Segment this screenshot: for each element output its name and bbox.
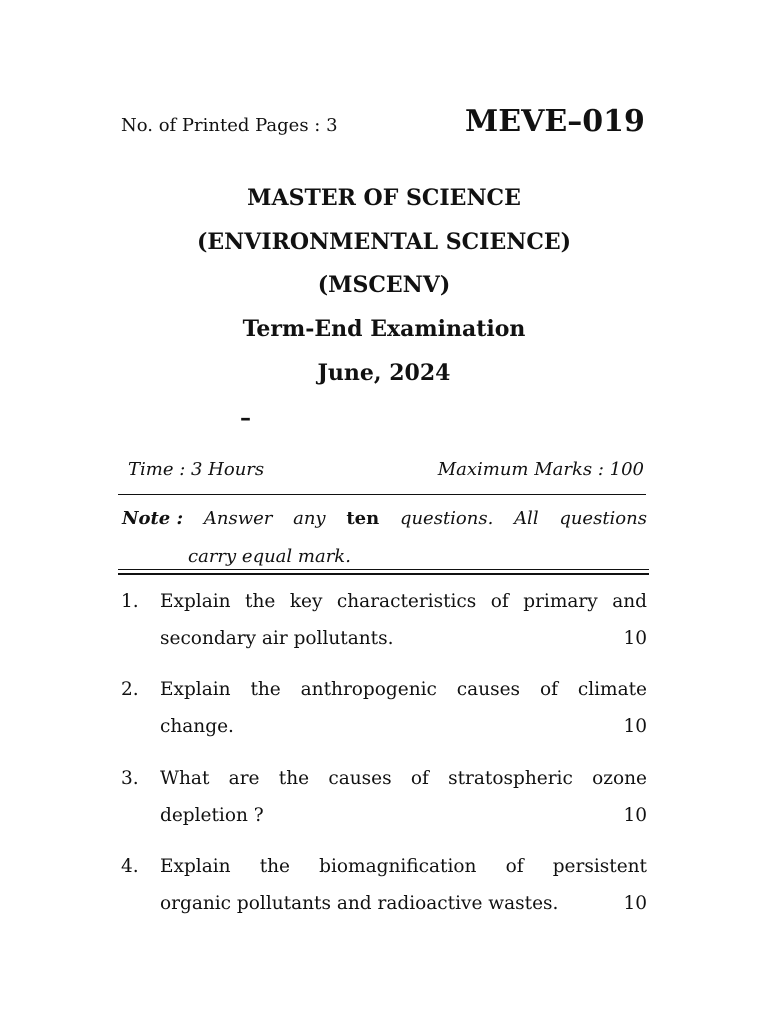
- question-word: causes: [456, 679, 521, 700]
- question-item: [121, 671, 647, 745]
- question-line-1: [160, 583, 647, 620]
- question-line-1: [160, 760, 647, 797]
- question-marks: 10: [623, 805, 647, 826]
- question-word: primary: [523, 591, 598, 612]
- question-number: 1.: [121, 591, 139, 612]
- question-text: [160, 671, 647, 745]
- exam-duration: Time : 3 Hours: [128, 459, 265, 480]
- degree-title: MASTER OF SCIENCE: [247, 185, 521, 211]
- question-word: climate: [577, 679, 647, 700]
- question-item: [121, 760, 647, 834]
- question-number: 4.: [121, 856, 139, 877]
- exam-note: [122, 500, 647, 576]
- note-word: questions.: [399, 508, 494, 529]
- question-word: Explain: [160, 679, 231, 700]
- note-word: All: [514, 508, 539, 529]
- printed-pages-count: No. of Printed Pages : 3: [121, 115, 338, 136]
- question-line-2: [160, 708, 647, 745]
- question-continuation: change.: [160, 716, 234, 737]
- question-word: persistent: [552, 856, 647, 877]
- question-word: ozone: [592, 768, 647, 789]
- question-marks: 10: [623, 716, 647, 737]
- question-number: 3.: [121, 768, 139, 789]
- question-word: anthropogenic: [300, 679, 437, 700]
- question-word: of: [539, 679, 558, 700]
- question-word: of: [505, 856, 524, 877]
- question-text: [160, 760, 647, 834]
- question-item: [121, 848, 647, 922]
- exam-title: Term-End Examination: [242, 316, 526, 342]
- question-continuation: depletion ?: [160, 805, 264, 826]
- question-word: biomagnification: [319, 856, 477, 877]
- note-line-1: [122, 500, 647, 538]
- question-item: [121, 583, 647, 657]
- maximum-marks: Maximum Marks : 100: [437, 459, 644, 480]
- note-word-emphasis: ten: [346, 508, 380, 529]
- question-word: Explain: [160, 856, 231, 877]
- question-line-2: [160, 885, 647, 922]
- note-word: Answer: [203, 508, 273, 529]
- question-word: characteristics: [336, 591, 477, 612]
- question-number: 2.: [121, 679, 139, 700]
- question-word: causes: [328, 768, 392, 789]
- question-marks: 10: [623, 628, 647, 649]
- question-word: Explain: [160, 591, 231, 612]
- question-marks: 10: [623, 893, 647, 914]
- question-line-2: [160, 797, 647, 834]
- note-label: Note :: [122, 508, 184, 529]
- note-word: questions: [559, 508, 647, 529]
- note-divider-double: [118, 569, 649, 575]
- question-word: stratospheric: [448, 768, 573, 789]
- header-divider: [118, 494, 646, 495]
- question-word: of: [490, 591, 509, 612]
- subject-title: (ENVIRONMENTAL SCIENCE): [196, 229, 572, 255]
- question-word: and: [612, 591, 647, 612]
- question-line-1: [160, 848, 647, 885]
- question-word: the: [245, 591, 276, 612]
- question-line-1: [160, 671, 647, 708]
- question-word: are: [228, 768, 260, 789]
- question-word: the: [250, 679, 281, 700]
- question-word: the: [278, 768, 310, 789]
- question-continuation: secondary air pollutants.: [160, 628, 394, 649]
- question-text: [160, 848, 647, 922]
- question-word: What: [160, 768, 210, 789]
- question-word: key: [289, 591, 323, 612]
- question-line-2: [160, 620, 647, 657]
- title-dash: –: [240, 405, 251, 431]
- question-text: [160, 583, 647, 657]
- question-continuation: organic pollutants and radioactive wastes.: [160, 893, 559, 914]
- paper-code: MEVE–019: [465, 104, 645, 139]
- note-word: any: [293, 508, 326, 529]
- question-word: the: [259, 856, 291, 877]
- note-line-2: carry equal mark.: [188, 546, 351, 567]
- question-word: of: [410, 768, 429, 789]
- programme-code: (MSCENV): [317, 272, 451, 298]
- exam-session: June, 2024: [317, 360, 451, 386]
